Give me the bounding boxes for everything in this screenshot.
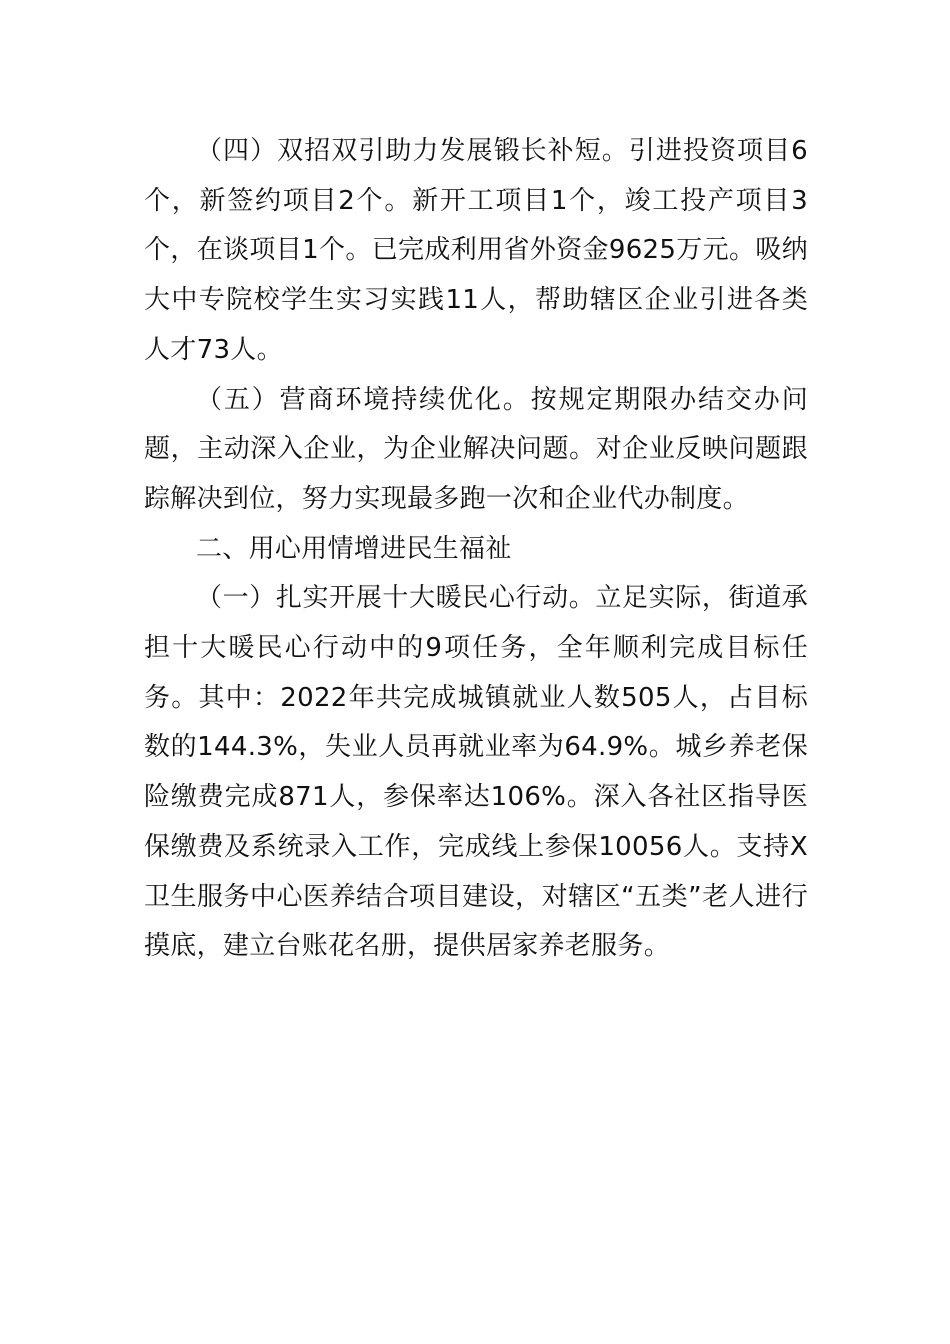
section-heading-livelihood: 二、用心用情增进民生福祉 — [196, 533, 512, 564]
paragraph-business-environment: （五）营商环境持续优化。按规定期限办结交办问题，主动深入企业，为企业解决问题。对企业反映问题跟踪解决到位，努力实现最多跑一次和企业代办制度。 — [144, 384, 808, 514]
document-body — [144, 127, 808, 972]
paragraph-warm-heart-actions: （一）扎实开展十大暖民心行动。立足实际，街道承担十大暖民心行动中的9项任务，全年顺利完成目标任务。其中：2022年共完成城镇就业人数505人，占目标数的144.3%，失业人员再就业率为64.9%。城乡养老保险缴费完成871人，参保率达106%。深入各社区指导医保缴费及系统录入工作，完成线上参保10056人。支持X卫生服务中心医养结合项目建设，对辖区“五类”老人进行摸底，建立台账花名册，提供居家养老服务。 — [144, 583, 808, 962]
paragraph-investment-projects: （四）双招双引助力发展锻长补短。引进投资项目6个，新签约项目2个。新开工项目1个，竣工投产项目3个，在谈项目1个。已完成利用省外资金9625万元。吸纳大中专院校学生实习实践11人，帮助辖区企业引进各类人才73人。 — [144, 136, 808, 365]
